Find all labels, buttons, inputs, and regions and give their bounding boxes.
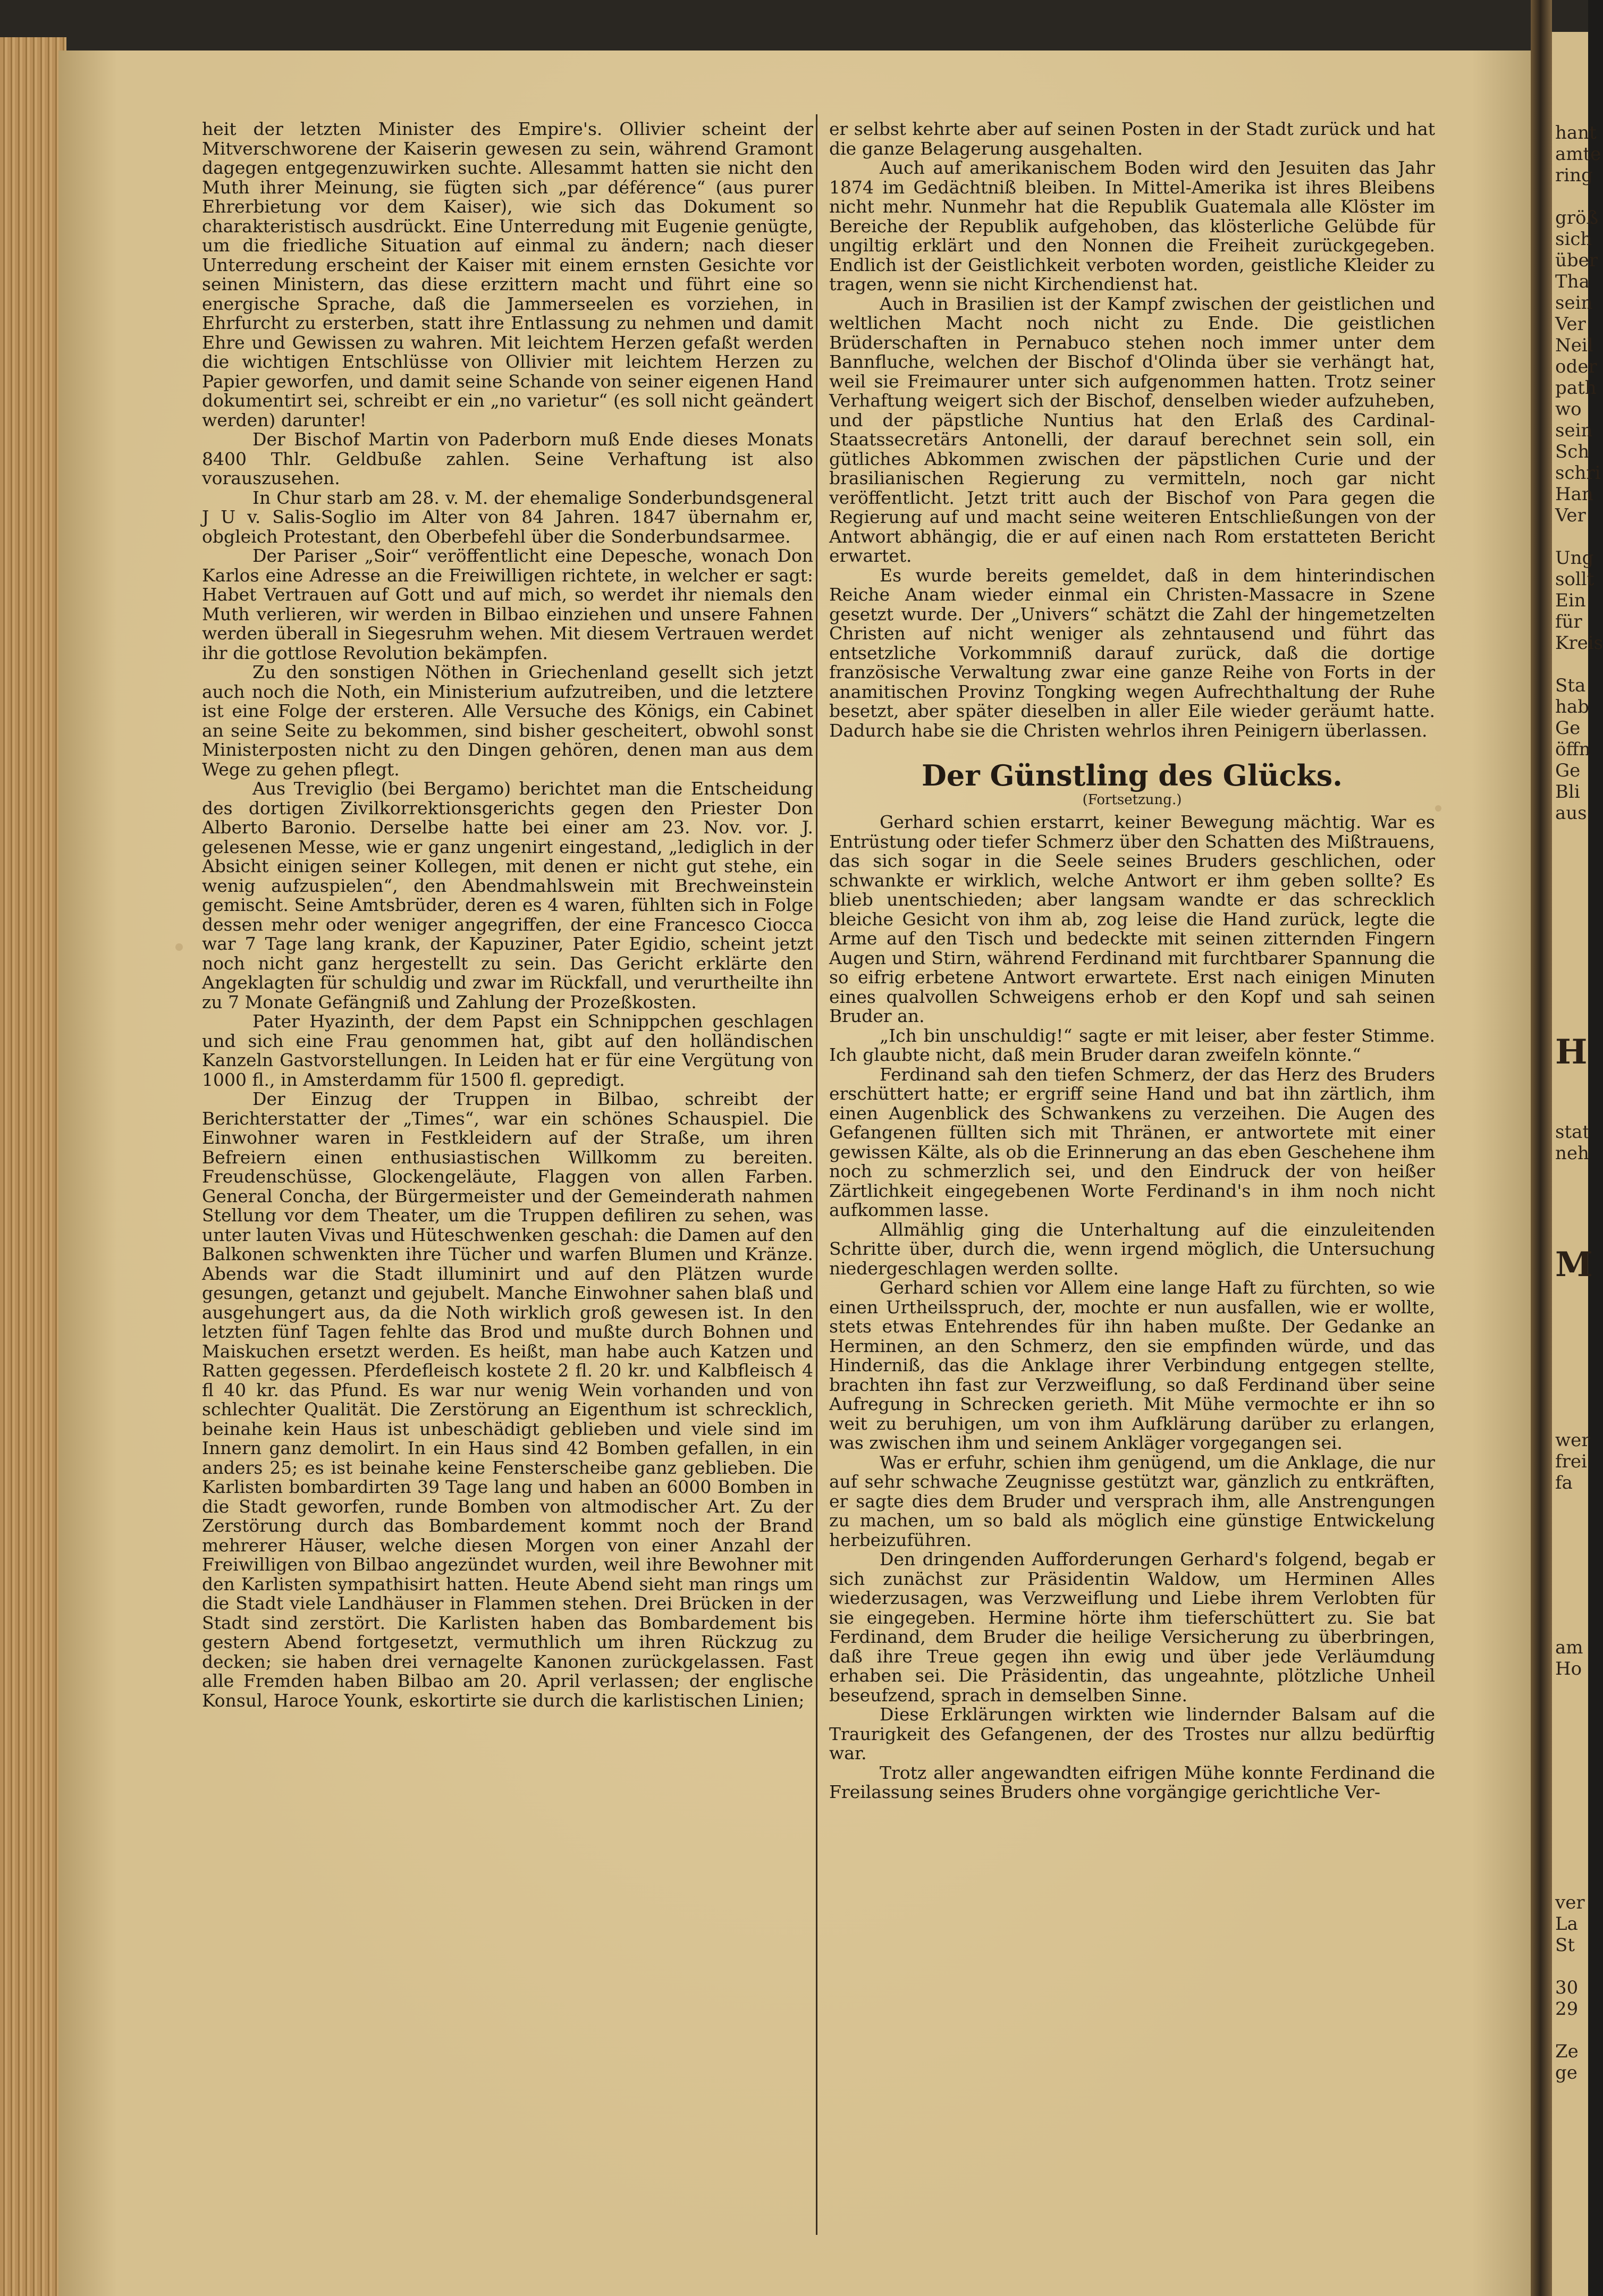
adjacent-page-text: frei (1555, 1451, 1587, 1472)
story-paragraph: Ferdinand sah den tiefen Schmerz, der das Herz des Bruders erschüttert hatte; er ergriff seine Hand und bat ihn zärtlich, ihm einen Augenblick des Schwankens zu verzeihen. Die Augen des Gefangenen füllten sich mit Thränen, er antwortete mit einer gewissen Kälte, als ob die Erinnerung an das eben Geschehene ihm noch zu schmerzlich sei, und den Eindruck der von heißer Zärtlichkeit eingegebenen Worte Ferdinand's in ihm noch nicht aufkommen lasse. (829, 1063, 1435, 1220)
adjacent-page-text: St (1555, 1935, 1575, 1956)
article-paragraph: Der Einzug der Truppen in Bilbao, schreibt der Berichterstatter der „Times“, war ein schönes Schauspiel. Die Einwohner waren in Festkleidern auf der Straße, um ihren Befreiern einen enthusiastischen Willkomm zu bereiten. Freudenschüsse, Glockengeläute, Flaggen von allen Farben. General Concha, der Bürgermeister und der Gemeinderath nahmen Stellung vor dem Theater, um die Truppen defiliren zu sehen, was unter lauten Vivas und Hüteschwenken geschah: die Damen auf den Balkonen schwenkten ihre Tücher und warfen Blumen und Kränze. Abends war die Stadt illuminirt und auf den Plätzen wurde gesungen, getanzt und gejubelt. Manche Einwohner sahen blaß und ausgehungert aus, da die Noth wirklich groß gewesen ist. In den letzten fünf Tagen fehlte das Brod und mußte durch Bohnen und Maiskuchen ersetzt werden. Es heißt, man habe auch Katzen und Ratten gegessen. Pferdefleisch kostete 2 fl. 20 kr. und Kalbfleisch 4 fl 40 kr. das Pfund. Es war nur wenig Wein vorhanden und von schlechter Qualität. Die Zerstörung an Eigenthum ist schrecklich, beinahe kein Haus ist unbeschädigt geblieben und viele sind im Innern ganz demolirt. In ein Haus sind 42 Bomben gefallen, in ein anders 25; es ist beinahe keine Fensterscheibe ganz geblieben. Die Karlisten bombardirten 39 Tage lang und haben an 6000 Bomben in die Stadt geworfen, runde Bomben von altmodischer Art. Zu der Zerstörung durch das Bombardement kommt noch der Brand mehrerer Häuser, welche diesen Morgen von einer Anzahl der Freiwilligen von Bilbao angezündet wurden, weil ihre Bewohner mit den Karlisten sympathisirt hatten. Heute Abend sieht man rings um die Stadt viele Landhäuser in Flammen stehen. Drei Brücken in der Stadt sind zerstört. Die Karlisten haben das Bombardement bis gestern Abend fortgesetzt, vermuthlich um ihren Rückzug zu decken; sie haben drei vernagelte Kanonen zurückgelassen. Fast alle Fremden haben Bilbao am 20. April verlassen; der englische Konsul, Haroce Younk, eskortirte sie durch die karlistischen Linien; (202, 1088, 813, 1711)
article-paragraph: In Chur starb am 28. v. M. der ehemalige Sonderbundsgeneral J U v. Salis-Soglio im Alter von 84 Jahren. 1847 übernahm er, obgleich Protestant, den Oberbefehl über die Sonderbundsarmee. (202, 487, 813, 547)
adjacent-page-text: Ze (1555, 2041, 1579, 2062)
article-paragraph: Auch auf amerikanischem Boden wird den Jesuiten das Jahr 1874 im Gedächtniß bleiben. In Mittel-Amerika ist ihres Bleibens nicht mehr. Nunmehr hat die Republik Guatemala alle Klöster im Bereiche der Republik aufgehoben, das klösterliche Gelübde für ungiltig erklärt und den Nonnen die Freiheit zurückgegeben. Endlich ist der Geistlichkeit verboten worden, geistliche Kleider zu tragen, wenn sie nicht Kirchendienst hat. (829, 157, 1435, 294)
story-paragraph: Allmählig ging die Unterhaltung auf die einzuleitenden Schritte über, durch die, wenn irgend möglich, die Untersuchung niedergeschlagen werden sollte. (829, 1219, 1435, 1279)
article-paragraph: Es wurde bereits gemeldet, daß in dem hinterindischen Reiche Anam wieder einmal ein Christen-Massacre in Szene gesetzt wurde. Der „Univers“ schätzt die Zahl der hingemetzelten Christen auf nicht weniger als zehntausend und führt das entsetzliche Vorkommniß darauf zurück, daß die dortige französische Verwaltung zwar eine ganze Reihe von Forts in der anamitischen Provinz Tongking wegen Aufrechthaltung der Ruhe besetzt, aber später dieselben in aller Eile wieder geräumt hatte. Dadurch habe sie die Christen wehrlos ihren Peinigern überlassen. (829, 564, 1435, 741)
article-paragraph: heit der letzten Minister des Empire's. Ollivier scheint der Mitverschworene der Kaiserin gewesen zu sein, während Gramont dagegen entgegenzuwirken suchte. Allesammt hatten sie nicht den Muth ihrer Meinung, sie fügten sich „par déférence“ (aus purer Ehrerbietung vor dem Kaiser), wie sich das Dokument so charakteristisch ausdrückt. Eine Unterredung mit Eugenie genügte, um die friedliche Situation auf einmal zu ändern; nach dieser Unterredung erscheint der Kaiser mit einem ernsten Gesichte vor seinen Ministern, das diese erzittern macht und führt eine so energische Sprache, daß die Jammerseelen es vorziehen, in Ehrfurcht zu ersterben, statt ihre Entlassung zu nehmen und damit Ehre und Gewissen zu wahren. Mit leichtem Herzen gefaßt werden die wichtigen Entschlüsse von Ollivier mit leichtem Herzen zu Papier geworfen, und damit seine Schande von seiner eigenen Hand dokumentirt sei, schreibt er ein „no varietur“ (es soll nicht geändert werden) darunter! (202, 119, 813, 430)
adjacent-page-text: ge (1555, 2062, 1577, 2083)
adjacent-page-text: Ung (1555, 547, 1594, 569)
adjacent-page-text: aus (1555, 803, 1587, 824)
story-paragraph: Gerhard schien vor Allem eine lange Haft zu fürchten, so wie einen Urtheilsspruch, der, mochte er nun ausfallen, wie er wollte, stets etwas Entehrendes für ihn haben mußte. Der Gedanke an Herminen, an den Schmerz, den sie empfinden würde, und das Hinderniß, das die Anklage ihrer Verbindung entgegen stellte, brachten ihn fast zur Verzweiflung, so daß Ferdinand über seine Aufregung in Schrecken gerieth. Mit Mühe vermochte er ihn so weit zu beruhigen, um von ihm Aufklärung darüber zu erlangen, was zwischen ihm und seinem Ankläger vorgegangen sei. (829, 1277, 1435, 1453)
story-paragraph: Den dringenden Aufforderungen Gerhard's folgend, begab er sich zunächst zur Präsidentin Waldow, um Herminen Alles wiederzusagen, was Verzweiflung und Liebe ihrem Verlobten für sie eingegeben. Hermine hörte ihm tieferschüttert zu. Sie bat Ferdinand, dem Bruder die heilige Versicherung zu überbringen, daß ihre Treue gegen ihn ewig und über jede Verläumdung erhaben sei. Die Präsidentin, das ungeahnte, plötzliche Unheil beseufzend, sprach in demselben Sinne. (829, 1549, 1435, 1706)
adjacent-page-text: neh (1555, 1143, 1589, 1164)
column-divider (816, 114, 817, 2235)
left-text-column (202, 120, 813, 1710)
adjacent-page-text: für (1555, 611, 1582, 632)
adjacent-page-text: Sta (1555, 675, 1586, 696)
adjacent-page-text: Ge (1555, 760, 1581, 781)
adjacent-page-text: Sch (1555, 441, 1590, 462)
adjacent-page-text: wer (1555, 1430, 1590, 1451)
adjacent-page-text: M (1555, 1245, 1593, 1285)
right-text-column (829, 120, 1435, 1802)
adjacent-page-text: ring (1555, 165, 1593, 186)
adjacent-page-text: größ (1555, 207, 1599, 229)
adjacent-page-text: sein (1555, 292, 1593, 314)
adjacent-page-text: 30 (1555, 1977, 1579, 1998)
article-paragraph: Der Pariser „Soir“ veröffentlicht eine Depesche, wonach Don Karlos eine Adresse an die Freiwilligen richtete, in welcher er sagt: Habet Vertrauen auf Gott und auf mich, so werdet ihr niemals den Muth verlieren, wir werden in Bilbao einziehen und unsere Fahnen werden überall in Siegesruhm wehen. Mit diesem Vertrauen werdet ihr die gottlose Revolution bekämpfen. (202, 545, 813, 663)
article-paragraph: Aus Treviglio (bei Bergamo) berichtet man die Entscheidung des dortigen Zivilkorrektionsgerichts gegen den Priester Don Alberto Baronio. Derselbe hatte bei einer am 23. Nov. vor. J. gelesenen Messe, wie er ganz ungenirt eingestand, „lediglich in der Absicht einigen seiner Kollegen, mit denen er nicht gut stehe, ein wenig aufzuspielen“, den Abendmahlswein mit Brechweinstein gemischt. Seine Amtsbrüder, deren es 4 waren, fühlten sich in Folge dessen mehr oder weniger angegriffen, der eine Francesco Ciocca war 7 Tage lang krank, der Kapuziner, Pater Egidio, scheint jetzt noch nicht ganz hergestellt zu sein. Das Gericht erklärte den Angeklagten für schuldig und zwar im Rückfall, und verurtheilte ihn zu 7 Monate Gefängniß und Zahlung der Prozeßkosten. (202, 778, 813, 1012)
adjacent-page-text: Ge (1555, 718, 1581, 739)
serial-subheading: (Fortsetzung.) (1082, 792, 1182, 808)
adjacent-page-text: schri (1555, 462, 1601, 484)
story-paragraph: Trotz aller angewandten eifrigen Mühe konnte Ferdinand die Freilassung seines Bruders ohne vorgängige gerichtliche Ver- (829, 1762, 1435, 1802)
article-paragraph: Auch in Brasilien ist der Kampf zwischen der geistlichen und weltlichen Macht noch nicht zu Ende. Die geistlichen Brüderschaften in Pernabuco stehen noch immer unter dem Bannfluche, welchen der Bischof d'Olinda über sie verhängt hat, weil sie Freimaurer unter sich aufgenommen hatten. Trotz seiner Verhaftung weigert sich der Bischof, denselben wieder aufzuheben, und der päpstliche Nuntius hat den Erlaß des Cardinal-Staatssecretärs Antonelli, der darauf berechnet sein soll, ein gütliches Abkommen zwischen der päpstlichen Curie und der brasilianischen Regierung zu vermitteln, noch gar nicht veröffentlicht. Jetzt tritt auch der Bischof von Para gegen die Regierung auf und macht seine weiteren Entschließungen von der Antwort abhängig, die er auf einen nach Rom erstatteten Bericht erwartet. (829, 293, 1435, 566)
book-gutter (1531, 0, 1552, 2296)
adjacent-page-text: Ver (1555, 314, 1586, 335)
adjacent-page-text: über (1555, 250, 1598, 271)
adjacent-page-text: Han (1555, 484, 1593, 505)
adjacent-page-text: sollt (1555, 569, 1594, 590)
adjacent-page-text: fa (1555, 1472, 1573, 1493)
adjacent-page-text: Kreis (1555, 632, 1603, 654)
adjacent-page-text: ver (1555, 1892, 1585, 1913)
adjacent-page-text: 29 (1555, 1998, 1579, 2020)
story-paragraph: Diese Erklärungen wirkten wie lindernder Balsam auf die Traurigkeit des Gefangenen, der des Trostes nur allzu bedürftig war. (829, 1704, 1435, 1763)
story-paragraph: Gerhard schien erstarrt, keiner Bewegung mächtig. War es Entrüstung oder tiefer Schmerz über den Schatten des Mißtrauens, das sich sogar in die Seele seines Bruders geschlichen, oder schwankte er wirklich, welche Antwort er ihm geben sollte? Es blieb unentschieden; aber langsam wandte er das schrecklich bleiche Gesicht von ihm ab, zog leise die Hand zurück, legte die Arme auf den Tisch und bedeckte mit seinen zitternden Fingern Augen und Stirn, während Ferdinand mit furchtbarer Spannung die so eifrig erbetene Antwort erwartete. Erst nach einigen Minuten eines qualvollen Schweigens erhob er den Kopf und sah seinen Bruder an. (829, 812, 1435, 1026)
adjacent-page-text: H (1555, 1032, 1588, 1072)
adjacent-page-text: Bli (1555, 781, 1580, 803)
story-paragraph: „Ich bin unschuldig!“ sagte er mit leiser, aber fester Stimme. Ich glaubte nicht, daß mein Bruder daran zweifeln könnte.“ (829, 1025, 1435, 1065)
story-paragraph: Was er erfuhr, schien ihm genügend, um die Anklage, die nur auf sehr schwache Zeugnisse gestützt war, gänzlich zu entkräften, er sagte dies dem Bruder und versprach ihm, alle Anstrengungen zu machen, um so bald als möglich eine günstige Entwickelung herbeizuführen. (829, 1451, 1435, 1550)
adjacent-page-text: hab (1555, 696, 1589, 718)
adjacent-page-text: path (1555, 377, 1597, 399)
adjacent-page-text: Ein (1555, 590, 1586, 611)
ink-spot (175, 943, 183, 951)
adjacent-page-text: Ho (1555, 1658, 1582, 1679)
adjacent-page-text: La (1555, 1913, 1578, 1935)
adjacent-page-text: wo (1555, 399, 1582, 420)
article-paragraph: er selbst kehrte aber auf seinen Posten in der Stadt zurück und hat die ganze Belagerung ausgehalten. (829, 119, 1435, 159)
adjacent-page-text: öffn (1555, 739, 1591, 760)
page-stack-edge (0, 37, 66, 2296)
adjacent-page-text: Ver (1555, 505, 1586, 526)
adjacent-page-text: hant (1555, 122, 1597, 144)
ink-spot (1435, 805, 1441, 812)
adjacent-page-text: amte (1555, 144, 1601, 165)
adjacent-page-text: Tha (1555, 271, 1590, 292)
adjacent-page-text: sein (1555, 420, 1593, 441)
adjacent-page-text: am (1555, 1637, 1583, 1658)
article-paragraph: Zu den sonstigen Nöthen in Griechenland gesellt sich jetzt auch noch die Noth, ein Ministerium aufzutreiben, und die letztere ist eine Folge der ersteren. Alle Versuche des Königs, ein Cabinet an seine Seite zu bekommen, sind bisher gescheitert, obwohl sonst Ministerposten nicht zu den Dingen gehören, denen man aus dem Wege zu gehen pflegt. (202, 662, 813, 780)
adjacent-page-text: sich (1555, 229, 1592, 250)
adjacent-page-text: Neil (1555, 335, 1593, 356)
adjacent-page-fragment (1552, 32, 1603, 2296)
serial-heading: Der Günstling des Glücks. (922, 758, 1343, 792)
article-paragraph: Der Bischof Martin von Paderborn muß Ende dieses Monats 8400 Thlr. Geldbuße zahlen. Seine Verhaftung ist also vorauszusehen. (202, 429, 813, 488)
adjacent-page-text: oder (1555, 356, 1597, 377)
adjacent-page-text: stat (1555, 1121, 1590, 1143)
article-paragraph: Pater Hyazinth, der dem Papst ein Schnippchen geschlagen und sich eine Frau genommen hat, gibt auf den holländischen Kanzeln Gastvorstellungen. In Leiden hat er für eine Vergütung von 1000 fl., in Amsterdamm für 1500 fl. gepredigt. (202, 1011, 813, 1090)
